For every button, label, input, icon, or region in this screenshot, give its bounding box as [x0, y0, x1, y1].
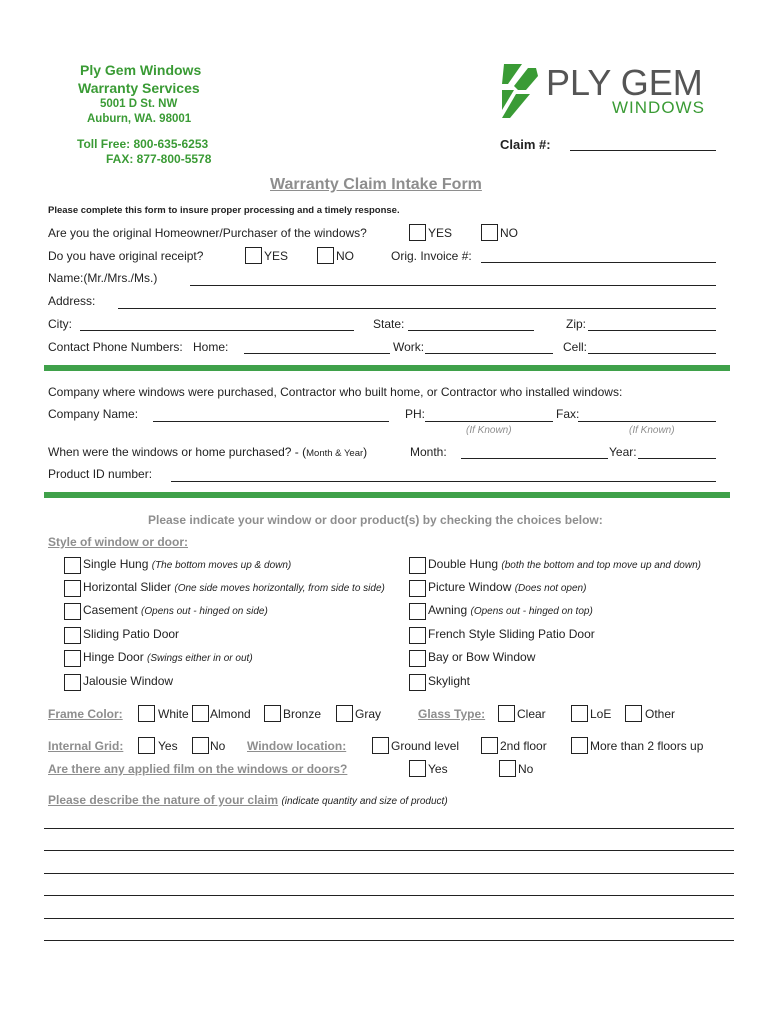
company-department: Warranty Services [78, 80, 200, 96]
style-checkbox-hinge-door[interactable] [64, 650, 81, 667]
home-phone-label: Home: [193, 340, 229, 354]
internal-grid-no-label: No [210, 739, 226, 753]
product-id-field[interactable] [171, 481, 716, 482]
address-field[interactable] [118, 308, 716, 309]
original-owner-no-checkbox[interactable] [481, 224, 498, 241]
location-ground-level-label: Ground level [391, 739, 460, 753]
style-label-sliding-patio-door: Sliding Patio Door [83, 627, 180, 641]
phone-if-known-note: (If Known) [466, 425, 512, 436]
style-label-picture-window: Picture Window (Does not open) [428, 580, 587, 594]
logo-subtitle: WINDOWS [612, 98, 705, 117]
receipt-yes-checkbox[interactable] [245, 247, 262, 264]
company-phone-label: PH: [405, 407, 426, 421]
style-checkbox-skylight[interactable] [409, 674, 426, 691]
invoice-label: Orig. Invoice #: [391, 249, 472, 263]
receipt-no-checkbox[interactable] [317, 247, 334, 264]
frame-color-almond-label: Almond [210, 707, 251, 721]
product-section-heading: Please indicate your window or door product(s) by checking the choices below: [148, 513, 603, 527]
style-checkbox-picture-window[interactable] [409, 580, 426, 597]
style-label-hinge-door: Hinge Door (Swings either in or out) [83, 650, 253, 664]
claim-description-line[interactable] [44, 895, 734, 896]
style-label-jalousie-window: Jalousie Window [83, 674, 174, 688]
company-street: 5001 D St. NW [100, 98, 178, 110]
company-name-field[interactable] [153, 421, 389, 422]
style-label-bay-bow-window: Bay or Bow Window [428, 650, 536, 664]
name-field[interactable] [190, 285, 716, 286]
section-divider-2 [44, 492, 730, 498]
location-2nd-floor-checkbox[interactable] [481, 737, 498, 754]
company-section-intro: Company where windows were purchased, Contractor who built home, or Contractor who installed windows: [48, 385, 623, 399]
internal-grid-no-checkbox[interactable] [192, 737, 209, 754]
frame-color-gray-label: Gray [355, 707, 382, 721]
claim-number-label: Claim #: [500, 137, 551, 152]
style-checkbox-french-sliding-patio-door[interactable] [409, 627, 426, 644]
year-label: Year: [609, 445, 637, 459]
cell-phone-field[interactable] [588, 353, 716, 354]
contact-phone-label: Contact Phone Numbers: [48, 340, 183, 354]
style-heading: Style of window or door: [48, 535, 188, 549]
glass-type-loe-checkbox[interactable] [571, 705, 588, 722]
company-city: Auburn, WA. 98001 [87, 113, 192, 125]
style-checkbox-single-hung[interactable] [64, 557, 81, 574]
work-phone-field[interactable] [425, 353, 553, 354]
internal-grid-yes-label: Yes [158, 739, 178, 753]
product-id-label: Product ID number: [48, 467, 153, 481]
glass-type-other-checkbox[interactable] [625, 705, 642, 722]
month-field[interactable] [461, 458, 608, 459]
state-field[interactable] [408, 330, 534, 331]
form-instructions: Please complete this form to insure proper processing and a timely response. [48, 205, 400, 216]
frame-color-white-checkbox[interactable] [138, 705, 155, 722]
applied-film-yes-label: Yes [428, 762, 448, 776]
glass-type-label: Glass Type: [418, 707, 486, 721]
style-checkbox-bay-bow-window[interactable] [409, 650, 426, 667]
cell-phone-label: Cell: [563, 340, 588, 354]
company-fax-label: Fax: [556, 407, 580, 421]
form-title: Warranty Claim Intake Form [270, 176, 482, 193]
style-checkbox-sliding-patio-door[interactable] [64, 627, 81, 644]
style-label-awning: Awning (Opens out - hinged on top) [428, 603, 593, 617]
style-checkbox-jalousie-window[interactable] [64, 674, 81, 691]
style-label-horizontal-slider: Horizontal Slider (One side moves horizontally, from side to side) [83, 580, 385, 594]
frame-color-white-label: White [158, 707, 189, 721]
window-location-label: Window location: [247, 739, 347, 753]
state-label: State: [373, 317, 405, 331]
claim-description-line[interactable] [44, 828, 734, 829]
ply-gem-logo [500, 60, 720, 120]
glass-type-clear-label: Clear [517, 707, 546, 721]
location-2nd-floor-label: 2nd floor [500, 739, 547, 753]
glass-type-other-label: Other [645, 707, 676, 721]
address-label: Address: [48, 294, 96, 308]
city-label: City: [48, 317, 72, 331]
internal-grid-yes-checkbox[interactable] [138, 737, 155, 754]
logo-mark-icon [500, 60, 544, 120]
purchase-date-question: When were the windows or home purchased? - (Month & Year) [48, 445, 368, 459]
receipt-question: Do you have original receipt? [48, 249, 204, 263]
receipt-no-label: NO [336, 249, 354, 263]
applied-film-no-label: No [518, 762, 534, 776]
frame-color-bronze-label: Bronze [283, 707, 322, 721]
claim-description-line[interactable] [44, 918, 734, 919]
original-owner-yes-checkbox[interactable] [409, 224, 426, 241]
company-name: Ply Gem Windows [80, 62, 202, 78]
claim-description-line[interactable] [44, 940, 734, 941]
style-label-skylight: Skylight [428, 674, 471, 688]
section-divider [44, 365, 730, 371]
style-checkbox-awning[interactable] [409, 603, 426, 620]
style-label-single-hung: Single Hung (The bottom moves up & down) [83, 557, 292, 571]
zip-label: Zip: [566, 317, 587, 331]
invoice-field[interactable] [481, 262, 716, 263]
frame-color-bronze-checkbox[interactable] [264, 705, 281, 722]
month-label: Month: [410, 445, 447, 459]
company-fax-field[interactable] [578, 421, 716, 422]
claim-number-field[interactable] [570, 150, 716, 151]
company-phone-field[interactable] [425, 421, 553, 422]
year-field[interactable] [638, 458, 716, 459]
zip-field[interactable] [588, 330, 716, 331]
receipt-yes-label: YES [264, 249, 289, 263]
applied-film-yes-checkbox[interactable] [409, 760, 426, 777]
style-label-french-sliding-patio-door: French Style Sliding Patio Door [428, 627, 595, 641]
home-phone-field[interactable] [244, 353, 390, 354]
applied-film-question: Are there any applied film on the windows or doors? [48, 762, 348, 776]
style-label-double-hung: Double Hung (both the bottom and top move up and down) [428, 557, 701, 571]
name-label: Name:(Mr./Mrs./Ms.) [48, 271, 158, 285]
original-owner-no-label: NO [500, 226, 518, 240]
fax-if-known-note: (If Known) [629, 425, 675, 436]
style-checkbox-double-hung[interactable] [409, 557, 426, 574]
city-field[interactable] [80, 330, 354, 331]
style-checkbox-casement[interactable] [64, 603, 81, 620]
frame-color-gray-checkbox[interactable] [336, 705, 353, 722]
work-phone-label: Work: [393, 340, 425, 354]
applied-film-no-checkbox[interactable] [499, 760, 516, 777]
original-owner-question: Are you the original Homeowner/Purchaser of the windows? [48, 226, 367, 240]
style-checkbox-horizontal-slider[interactable] [64, 580, 81, 597]
describe-claim-heading: Please describe the nature of your claim (indicate quantity and size of product) [48, 793, 448, 807]
claim-description-line[interactable] [44, 850, 734, 851]
style-label-casement: Casement (Opens out - hinged on side) [83, 603, 268, 617]
glass-type-clear-checkbox[interactable] [498, 705, 515, 722]
frame-color-almond-checkbox[interactable] [192, 705, 209, 722]
glass-type-loe-label: LoE [590, 707, 612, 721]
frame-color-label: Frame Color: [48, 707, 123, 721]
location-ground-level-checkbox[interactable] [372, 737, 389, 754]
original-owner-yes-label: YES [428, 226, 453, 240]
location-more-than-2-floors-checkbox[interactable] [571, 737, 588, 754]
location-more-than-2-floors-label: More than 2 floors up [590, 739, 704, 753]
internal-grid-label: Internal Grid: [48, 739, 124, 753]
toll-free-number: Toll Free: 800-635-6253 [77, 137, 209, 151]
claim-description-line[interactable] [44, 873, 734, 874]
fax-number: FAX: 877-800-5578 [106, 152, 212, 166]
logo-wordmark: PLY GEM [546, 62, 703, 103]
company-name-label: Company Name: [48, 407, 139, 421]
